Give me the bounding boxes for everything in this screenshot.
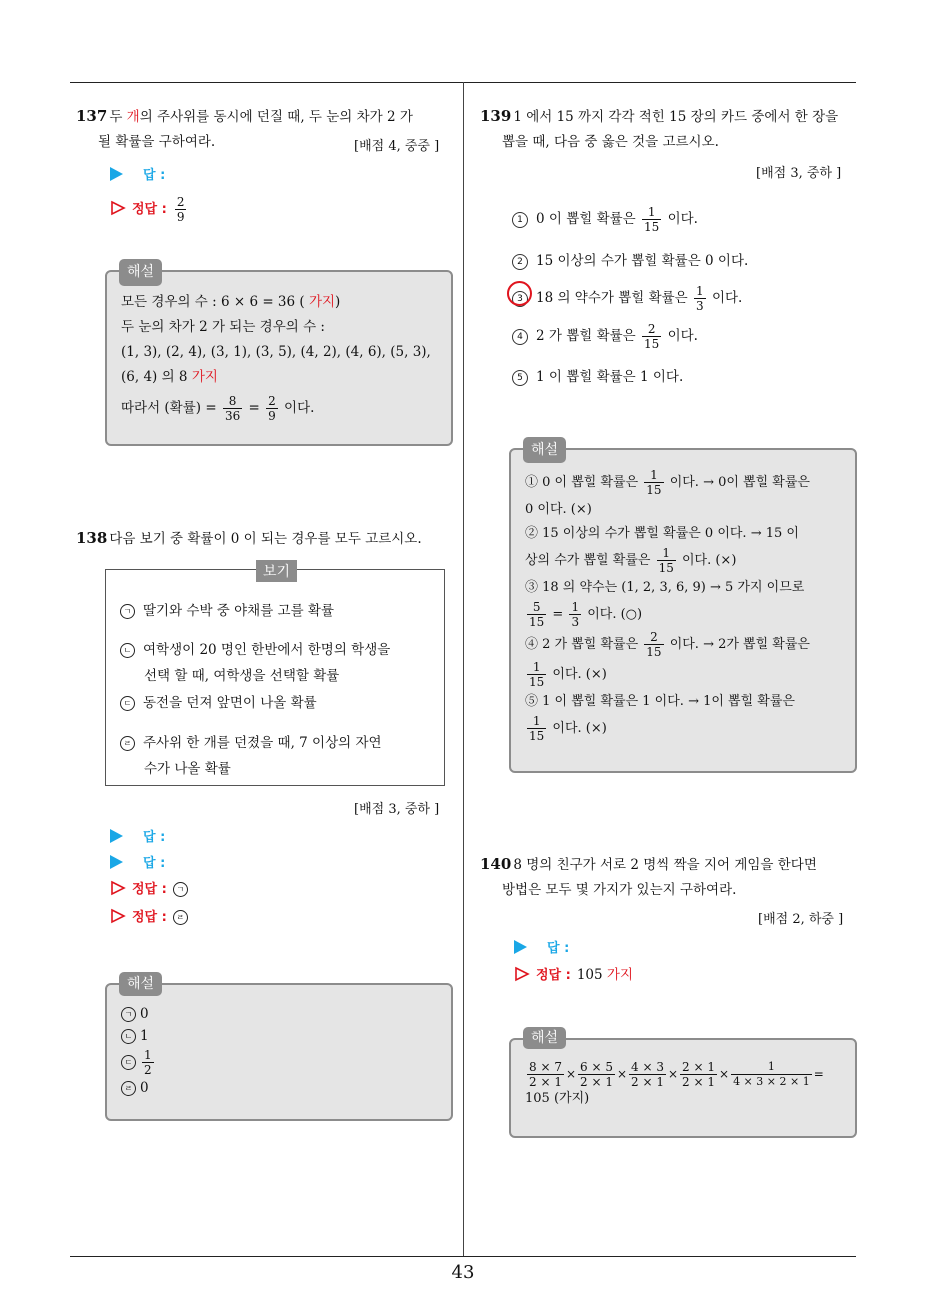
correct-answer-row	[110, 904, 196, 930]
solution-red: 가지	[308, 294, 336, 310]
choice-fraction: $\frac{2}{15}$	[644, 322, 660, 351]
choice-4[interactable]	[512, 322, 698, 351]
solution-tag: 해설	[523, 437, 566, 463]
problem-number: 139	[480, 107, 512, 125]
column-divider	[463, 82, 464, 1257]
solution-fraction: $\frac{1}{3}$	[571, 600, 580, 629]
solution-text: 이다.	[279, 400, 315, 416]
problem-stem-rest: 의 주사위를 동시에 던질 때, 두 눈의 차가 2 가	[139, 109, 413, 125]
solution-tag: 해설	[119, 259, 162, 286]
solution-fraction: $\frac{1}{4 \times 3 \times 2 \times 1}$	[733, 1060, 810, 1088]
choice-text: 이다.	[663, 211, 698, 227]
item-text: 동전을 던져 앞면이 나올 확률	[143, 695, 317, 711]
solution-tag: 해설	[119, 972, 162, 996]
play-icon	[110, 829, 123, 843]
choice-text: 18 의 약수가 뽑힐 확률은	[536, 290, 693, 306]
solution-fraction: $\frac{1}{15}$	[658, 546, 674, 575]
solution-text: 이다. → 2가 뽑힐 확률은	[665, 637, 810, 652]
problem-138-meta: [배점 3, 중하 ]	[354, 802, 440, 817]
answer-row	[110, 162, 165, 188]
selected-marker	[512, 285, 536, 311]
item-mark: ㄴ	[121, 1029, 136, 1044]
problem-stem-line2: 방법은 모두 몇 가지가 있는지 구하여라.	[502, 882, 737, 898]
bogi-tag: 보기	[256, 560, 297, 582]
problem-number: 138	[76, 529, 108, 547]
correct-label: 정답 :	[132, 202, 167, 217]
problem-stem-line2: 될 확률을 구하여라.	[98, 134, 216, 150]
solution-line: 0 이다. (×)	[525, 502, 592, 517]
play-outline-icon	[110, 908, 126, 924]
solution-text: 이다. (○)	[583, 607, 643, 622]
item-mark: ㄱ	[120, 604, 135, 619]
problem-139	[480, 104, 860, 155]
answer-label: 답 :	[143, 856, 166, 871]
bogi-box	[105, 564, 445, 786]
answer-label: 답 :	[143, 830, 166, 845]
choice-text: 이다.	[707, 290, 743, 306]
choice-number: 4	[512, 329, 528, 345]
equals: =	[548, 607, 568, 622]
problem-stem: 다음 보기 중 확률이 0 이 되는 경우를 모두 고르시오.	[109, 531, 422, 547]
solution-text: )	[335, 294, 341, 310]
equals: =	[244, 400, 265, 416]
solution-fraction: $\frac{5}{15}$	[529, 600, 545, 629]
play-outline-icon	[110, 200, 126, 216]
solution-fraction: $\frac{1}{2}$	[144, 1048, 152, 1077]
correct-mark: ㄱ	[173, 882, 188, 897]
solution-box-138	[105, 976, 453, 1121]
solution-line: 상의 수가 뽑힐 확률은	[525, 553, 655, 568]
solution-line: ② 15 이상의 수가 뽑힐 확률은 0 이다. → 15 이	[525, 526, 799, 541]
play-icon	[110, 855, 123, 869]
item-mark: ㄱ	[121, 1007, 136, 1022]
problem-stem-red: 개	[126, 109, 140, 125]
solution-fraction: $\frac{2}{9}$	[268, 394, 276, 423]
solution-fraction: $\frac{8}{36}$	[224, 394, 241, 423]
correct-label: 정답 :	[132, 882, 167, 897]
item-text: 선택 할 때, 여학생을 선택할 확률	[144, 668, 340, 684]
problem-138	[76, 526, 461, 552]
problem-number: 140	[480, 855, 512, 873]
play-icon	[514, 940, 527, 954]
solution-fraction: $\frac{6 \times 5}{2 \times 1}$	[580, 1060, 613, 1089]
answer-label: 답 :	[547, 941, 570, 956]
item-text: 딸기와 수박 중 야채를 고를 확률	[143, 603, 334, 619]
solution-result: 105 (가지)	[525, 1091, 590, 1106]
page-number: 43	[451, 1262, 475, 1283]
bogi-item	[120, 598, 334, 624]
correct-answer-row	[514, 962, 633, 988]
times: ×	[719, 1067, 730, 1081]
play-outline-icon	[514, 966, 530, 982]
bogi-item	[120, 690, 317, 716]
correct-answer-row	[110, 876, 196, 902]
play-outline-icon	[110, 880, 126, 896]
choice-3[interactable]	[512, 284, 742, 313]
solution-red: 가지	[191, 369, 218, 385]
solution-line: 두 눈의 차가 2 가 되는 경우의 수 :	[121, 319, 325, 335]
correct-fraction: $\frac{2}{9}$	[176, 195, 185, 224]
solution-line: 따라서 (확률) =	[121, 400, 221, 416]
solution-text: 이다. (×)	[548, 721, 607, 736]
solution-fraction: $\frac{8 \times 7}{2 \times 1}$	[529, 1060, 562, 1089]
solution-tag: 해설	[523, 1027, 566, 1049]
item-text: 여학생이 20 명인 한반에서 한명의 학생을	[143, 642, 391, 658]
item-mark: ㄹ	[120, 736, 135, 751]
solution-line: (1, 3), (2, 4), (3, 1), (3, 5), (4, 2), (4, 6), (5, 3),	[121, 344, 431, 360]
problem-139-meta: [배점 3, 중하 ]	[756, 166, 842, 181]
solution-fraction: $\frac{1}{15}$	[646, 468, 662, 497]
solution-line: ④ 2 가 뽑힐 확률은	[525, 637, 643, 652]
problem-number: 137	[76, 107, 108, 125]
solution-line: ① 0 이 뽑힐 확률은	[525, 475, 643, 490]
item-mark: ㄴ	[120, 643, 135, 658]
answer-row	[514, 935, 569, 961]
choice-text: 2 가 뽑힐 확률은	[536, 328, 640, 344]
answer-row	[110, 824, 165, 850]
item-text: 주사위 한 개를 던졌을 때, 7 이상의 자연	[143, 735, 382, 751]
bogi-item	[120, 730, 382, 782]
choice-text: 15 이상의 수가 뽑힐 확률은 0 이다.	[536, 253, 749, 269]
problem-stem-line2: 뽑을 때, 다음 중 옳은 것을 고르시오.	[502, 134, 719, 150]
solution-value: 0	[140, 1006, 149, 1022]
problem-stem: 1 에서 15 까지 각각 적힌 15 장의 카드 중에서 한 장을	[513, 109, 839, 125]
solution-text: 이다. (×)	[677, 553, 737, 568]
times: ×	[667, 1067, 679, 1081]
solution-value: 1	[140, 1028, 149, 1044]
choice-number: 1	[512, 212, 528, 228]
choice-5[interactable]	[512, 364, 683, 390]
solution-fraction: $\frac{4 \times 3}{2 \times 1}$	[631, 1060, 664, 1089]
problem-140	[480, 852, 860, 903]
solution-line: ③ 18 의 약수는 (1, 2, 3, 6, 9) → 5 가지 이므로	[525, 580, 805, 595]
solution-box-140	[509, 1030, 857, 1138]
solution-line: ⑤ 1 이 뽑힐 확률은 1 이다. → 1이 뽑힐 확률은	[525, 694, 795, 709]
solution-text: 이다. (×)	[548, 667, 607, 682]
correct-label: 정답 :	[132, 910, 167, 925]
item-mark: ㄹ	[121, 1081, 136, 1096]
correct-label: 정답 :	[536, 968, 571, 983]
solution-value: 0	[140, 1080, 149, 1096]
correct-unit: 가지	[606, 967, 633, 983]
choice-text: 0 이 뽑힐 확률은	[536, 211, 640, 227]
item-mark: ㄷ	[121, 1055, 136, 1070]
problem-137-meta: [배점 4, 중중 ]	[354, 139, 440, 154]
choice-number: 5	[512, 370, 528, 386]
problem-stem: 8 명의 친구가 서로 2 명씩 짝을 지어 게임을 한다면	[513, 857, 817, 873]
correct-mark: ㄹ	[173, 910, 188, 925]
choice-fraction: $\frac{1}{15}$	[644, 205, 660, 234]
item-mark: ㄷ	[120, 696, 135, 711]
bogi-item	[120, 637, 390, 689]
times: ×	[565, 1067, 577, 1081]
correct-value: 105	[576, 967, 607, 983]
item-text: 수가 나올 확률	[144, 761, 231, 777]
choice-2[interactable]	[512, 248, 748, 274]
choice-number: 2	[512, 254, 528, 270]
solution-line: 모든 경우의 수 : 6 × 6 = 36 (	[121, 294, 309, 310]
solution-fraction: $\frac{2}{15}$	[646, 630, 662, 659]
problem-stem: 두	[109, 109, 127, 125]
solution-box-139	[509, 442, 857, 773]
equals: =	[813, 1067, 824, 1081]
choice-text: 1 이 뽑힐 확률은 1 이다.	[536, 369, 684, 385]
choice-number: 3	[512, 291, 528, 307]
play-icon	[110, 167, 123, 181]
answer-row	[110, 850, 165, 876]
correct-answer-row	[110, 192, 188, 226]
solution-fraction: $\frac{1}{15}$	[529, 660, 545, 689]
solution-fraction: $\frac{2 \times 1}{2 \times 1}$	[682, 1060, 715, 1089]
solution-line: (6, 4) 의 8	[121, 369, 192, 385]
solution-text: 이다. → 0이 뽑힐 확률은	[665, 475, 810, 490]
solution-fraction: $\frac{1}{15}$	[529, 714, 545, 743]
choice-text: 이다.	[663, 328, 698, 344]
answer-label: 답 :	[143, 168, 166, 183]
choice-1[interactable]	[512, 205, 698, 234]
times: ×	[616, 1067, 628, 1081]
problem-140-meta: [배점 2, 하중 ]	[758, 912, 844, 927]
bottom-rule	[70, 1256, 856, 1257]
red-circle-mark-icon	[507, 281, 532, 306]
solution-box-137	[105, 264, 453, 446]
choice-fraction: $\frac{1}{3}$	[696, 284, 704, 313]
